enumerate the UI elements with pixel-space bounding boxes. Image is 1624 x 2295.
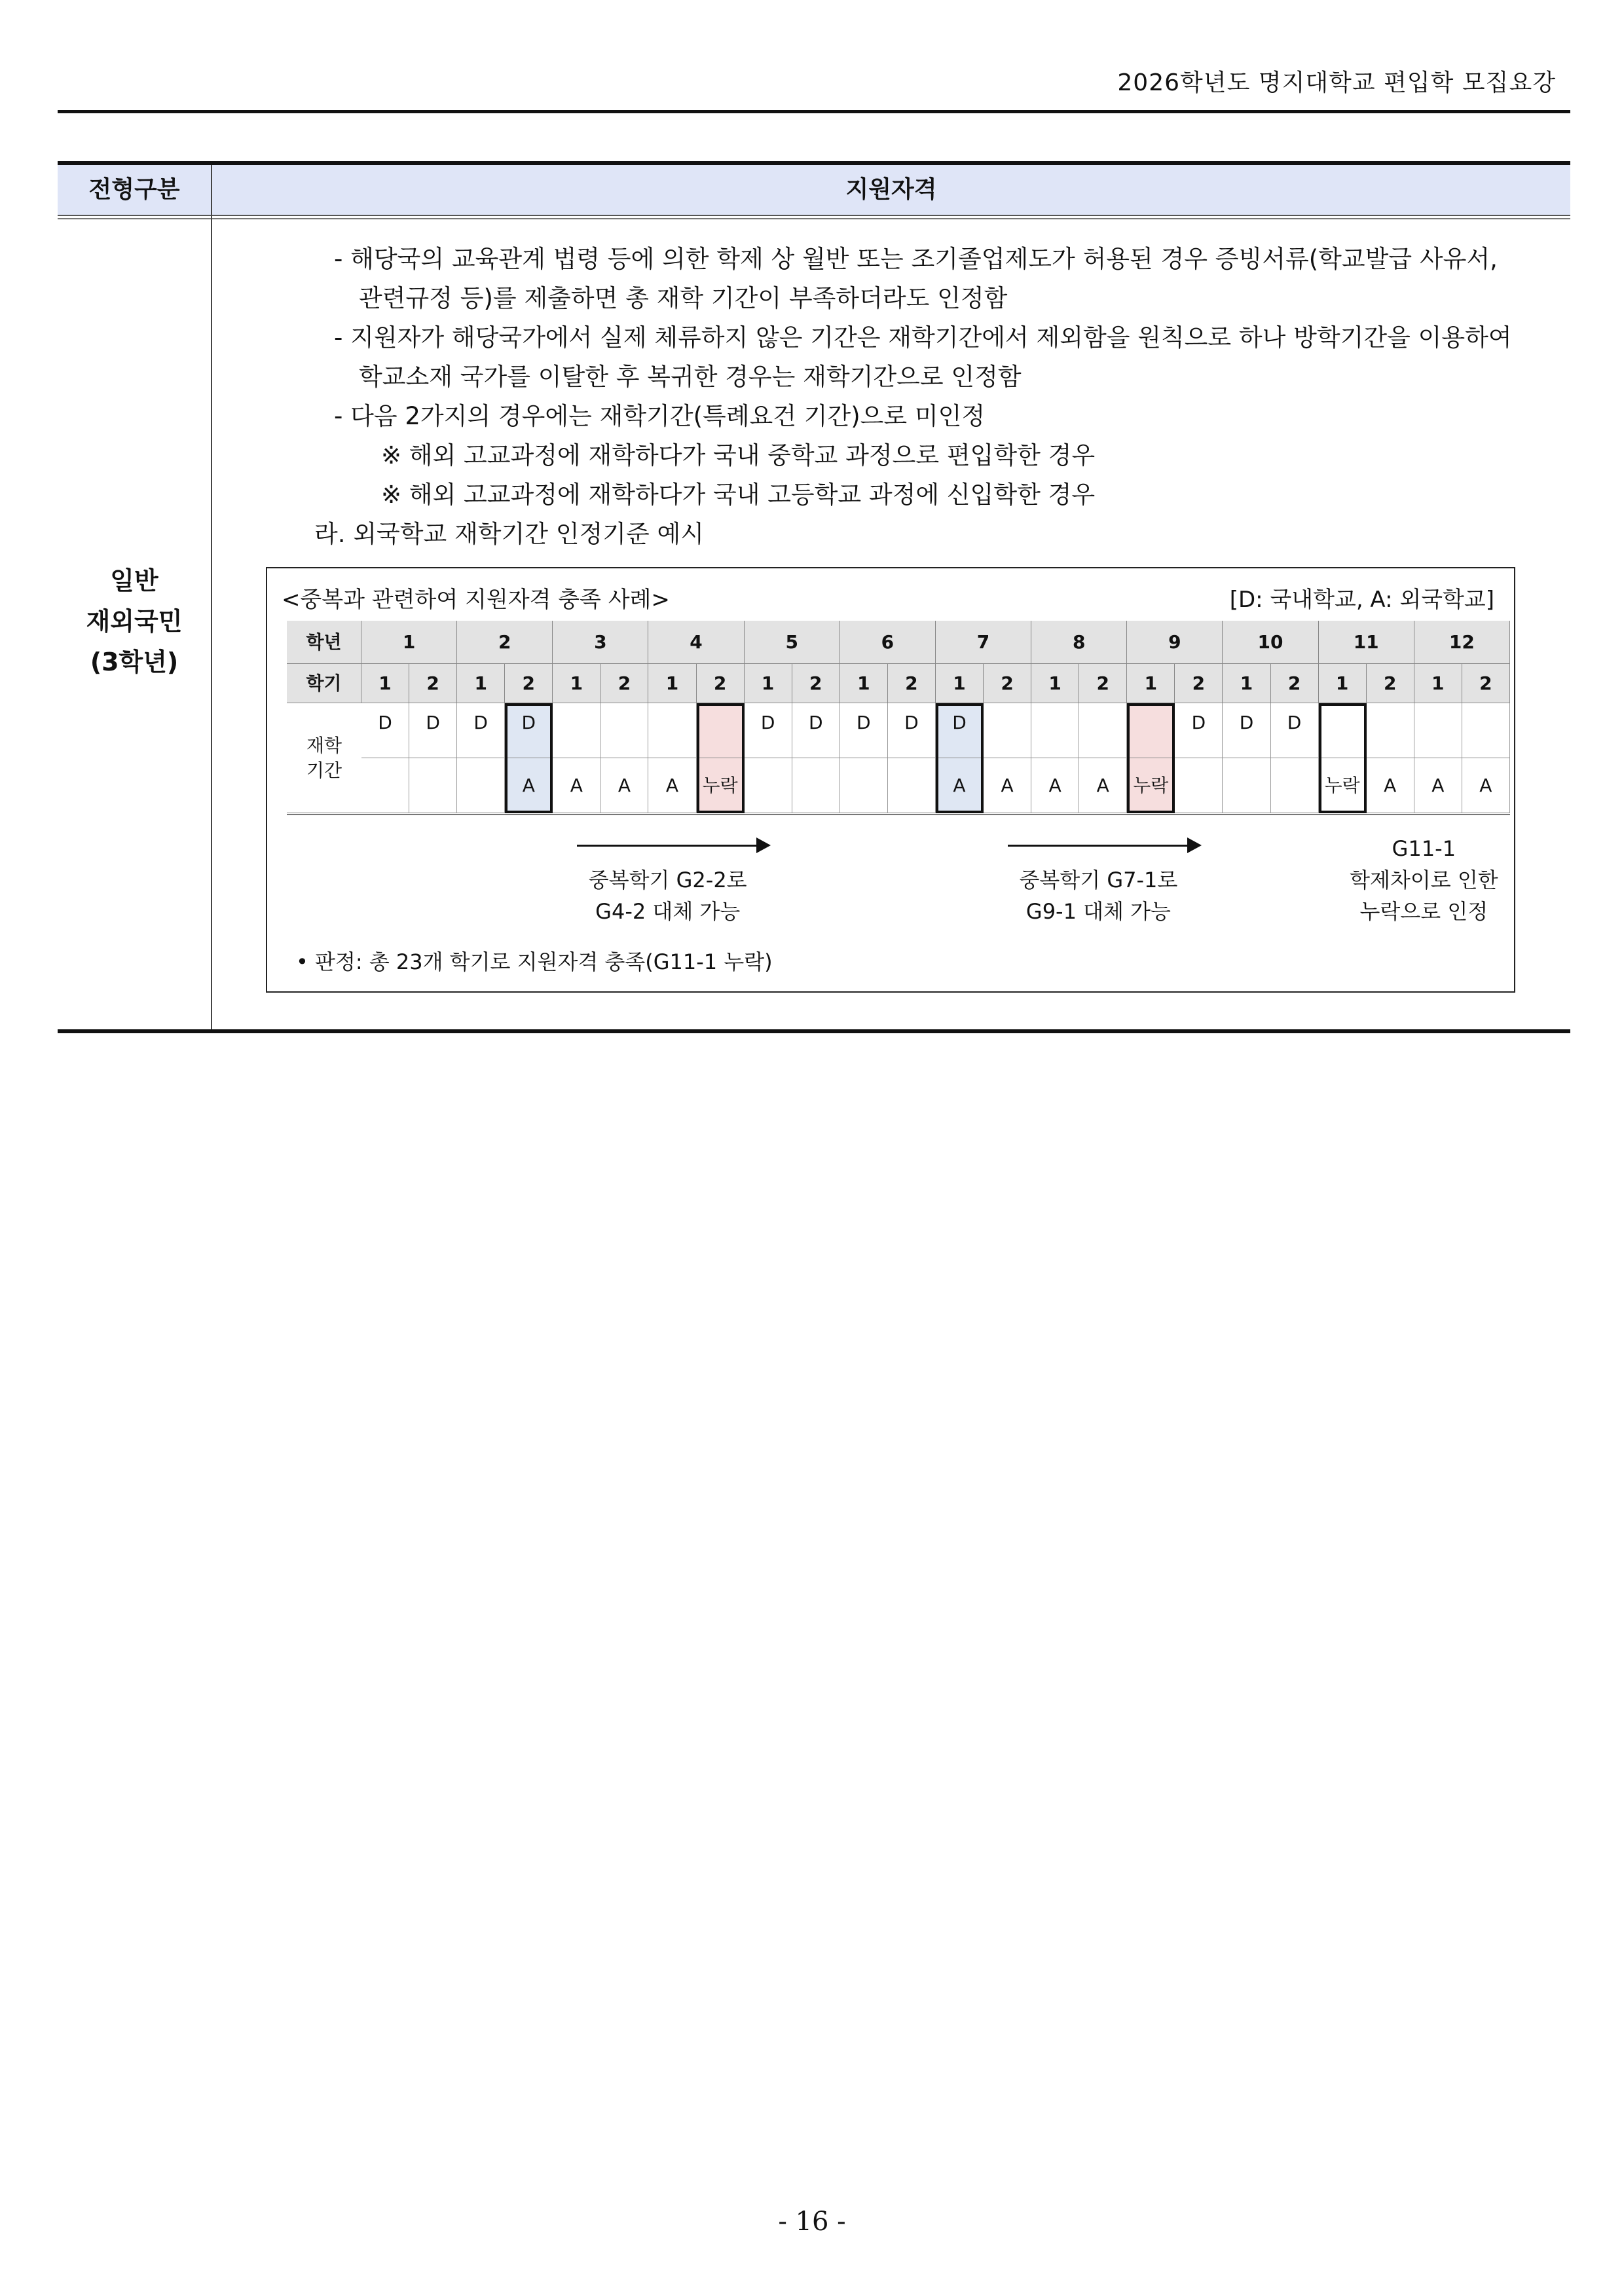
content-line: - 다음 2가지의 경우에는 재학기간(특례요건 기간)으로 미인정 [334, 402, 986, 430]
semester-cell: 1 [457, 664, 505, 703]
note-line: G4-2 대체 가능 [595, 899, 741, 924]
grade-cell: 3 [553, 621, 648, 664]
content-line: 학교소재 국가를 이탈한 후 복귀한 경우는 재학기간으로 인정함 [359, 363, 1022, 391]
page-number: - 16 - [778, 2207, 846, 2237]
header-eligibility: 지원자격 [845, 176, 937, 203]
header-category: 전형구분 [88, 176, 180, 203]
domestic-cell: D [936, 703, 984, 758]
table-bottom-rule [58, 1029, 1570, 1033]
foreign-cell: 누락 [1319, 758, 1367, 813]
semester-cell: 2 [1367, 664, 1414, 703]
note [1293, 833, 1555, 927]
table-column-divider [211, 165, 212, 1029]
domestic-cell: D [457, 703, 505, 758]
semester-cell: 1 [553, 664, 600, 703]
content-line: ※ 해외 고교과정에 재학하다가 국내 고등학교 과정에 신입학한 경우 [381, 481, 1096, 509]
foreign-cell: A [1367, 758, 1414, 813]
period-label-line: 기간 [306, 760, 342, 781]
foreign-cell: 누락 [697, 758, 745, 813]
note-line: G11-1 [1392, 836, 1456, 861]
grade-cell: 5 [745, 621, 840, 664]
semester-cell: 2 [409, 664, 457, 703]
foreign-cell [840, 758, 888, 813]
foreign-cell [1175, 758, 1223, 813]
example-box [266, 567, 1515, 993]
semester-cell: 1 [745, 664, 792, 703]
foreign-cell [888, 758, 936, 813]
grade-cell: 10 [1223, 621, 1318, 664]
foreign-cell: A [1031, 758, 1079, 813]
semester-grid [287, 621, 1510, 837]
semester-cell: 1 [936, 664, 984, 703]
example-legend: [D: 국내학교, A: 외국학교] [1229, 587, 1494, 613]
semester-cell: 2 [697, 664, 745, 703]
domestic-cell [984, 703, 1031, 758]
semester-cell: 1 [648, 664, 696, 703]
grade-label-cell: 학년 [287, 621, 361, 664]
foreign-cell: A [1462, 758, 1510, 813]
foreign-cell [745, 758, 792, 813]
domestic-cell: D [840, 703, 888, 758]
semester-cell: 2 [792, 664, 840, 703]
foreign-cell [1223, 758, 1270, 813]
foreign-cell: A [936, 758, 984, 813]
domestic-cell: D [1223, 703, 1270, 758]
semester-cell: 1 [361, 664, 409, 703]
grade-cell: 1 [361, 621, 457, 664]
domestic-cell [1127, 703, 1175, 758]
domestic-cell [648, 703, 696, 758]
domestic-cell [600, 703, 648, 758]
foreign-cell: A [1414, 758, 1462, 813]
semester-cell: 2 [1271, 664, 1319, 703]
foreign-cell: A [505, 758, 553, 813]
grade-cell: 12 [1414, 621, 1510, 664]
domestic-cell: D [888, 703, 936, 758]
domestic-cell [553, 703, 600, 758]
content-line: - 지원자가 해당국가에서 실제 체류하지 않은 기간은 재학기간에서 제외함을 원칙으로 하나 방학기간을 이용하여 [334, 323, 1512, 352]
semester-cell: 1 [840, 664, 888, 703]
grade-cell: 7 [936, 621, 1031, 664]
semester-cell: 1 [1223, 664, 1270, 703]
note [537, 864, 799, 927]
semester-cell: 2 [888, 664, 936, 703]
note-line: G9-1 대체 가능 [1025, 899, 1171, 924]
category-line: 일반 [110, 566, 158, 595]
grid-underline [287, 814, 1510, 815]
domestic-cell: D [1175, 703, 1223, 758]
domestic-cell: D [361, 703, 409, 758]
domestic-cell: D [1271, 703, 1319, 758]
domestic-cell [1367, 703, 1414, 758]
foreign-cell: 누락 [1127, 758, 1175, 813]
semester-cell: 2 [505, 664, 553, 703]
grade-cell: 6 [840, 621, 936, 664]
semester-cell: 1 [1319, 664, 1367, 703]
domestic-cell [697, 703, 745, 758]
category-line: 재외국민 [86, 607, 183, 636]
foreign-cell [409, 758, 457, 813]
domestic-cell [1414, 703, 1462, 758]
semester-cell: 2 [1462, 664, 1510, 703]
domestic-cell: D [409, 703, 457, 758]
domestic-cell [1319, 703, 1367, 758]
note-line: 중복학기 G2-2로 [588, 868, 747, 892]
foreign-cell: A [648, 758, 696, 813]
foreign-cell: A [553, 758, 600, 813]
foreign-cell: A [984, 758, 1031, 813]
foreign-cell [1271, 758, 1319, 813]
semester-cell: 1 [1031, 664, 1079, 703]
eligibility-content [300, 240, 1557, 554]
category-label [58, 560, 211, 682]
note [967, 864, 1229, 927]
table-header-double-rule [58, 218, 1570, 219]
foreign-cell [792, 758, 840, 813]
running-header: 2026학년도 명지대학교 편입학 모집요강 [1117, 69, 1556, 96]
semester-cell: 2 [600, 664, 648, 703]
content-line: - 해당국의 교육관계 법령 등에 의한 학제 상 월반 또는 조기졸업제도가 허용된 경우 증빙서류(학교발급 사유서, [334, 245, 1498, 273]
grade-cell: 8 [1031, 621, 1127, 664]
domestic-cell: D [792, 703, 840, 758]
arrow [1008, 845, 1199, 847]
semester-cell: 2 [1175, 664, 1223, 703]
grade-cell: 2 [457, 621, 553, 664]
foreign-cell [361, 758, 409, 813]
arrow [577, 845, 768, 847]
domestic-cell [1031, 703, 1079, 758]
content-line: 라. 외국학교 재학기간 인정기준 예시 [314, 520, 704, 548]
grade-cell: 11 [1319, 621, 1414, 664]
foreign-cell [457, 758, 505, 813]
semester-label-cell: 학기 [287, 664, 361, 703]
judgement: • 판정: 총 23개 학기로 지원자격 충족(G11-1 누락) [296, 949, 773, 974]
period-label [287, 703, 361, 813]
note-line: 누락으로 인정 [1359, 899, 1488, 924]
foreign-cell: A [600, 758, 648, 813]
content-line: 관련규정 등)를 제출하면 총 재학 기간이 부족하더라도 인정함 [359, 284, 1008, 312]
note-line: 중복학기 G7-1로 [1019, 868, 1178, 892]
semester-cell: 1 [1127, 664, 1175, 703]
semester-cell: 2 [1079, 664, 1127, 703]
grade-cell: 4 [648, 621, 744, 664]
category-line: (3학년) [90, 648, 179, 676]
domestic-cell: D [505, 703, 553, 758]
grade-cell: 9 [1127, 621, 1223, 664]
example-title: <중복과 관련하여 지원자격 충족 사례> [282, 587, 670, 613]
domestic-cell [1462, 703, 1510, 758]
domestic-cell: D [745, 703, 792, 758]
foreign-cell: A [1079, 758, 1127, 813]
period-label-line: 재학 [306, 735, 342, 756]
semester-cell: 1 [1414, 664, 1462, 703]
semester-cell: 2 [984, 664, 1031, 703]
header-rule [58, 110, 1570, 113]
content-line: ※ 해외 고교과정에 재학하다가 국내 중학교 과정으로 편입학한 경우 [381, 441, 1096, 469]
domestic-cell [1079, 703, 1127, 758]
note-line: 학제차이로 인한 [1350, 868, 1498, 892]
